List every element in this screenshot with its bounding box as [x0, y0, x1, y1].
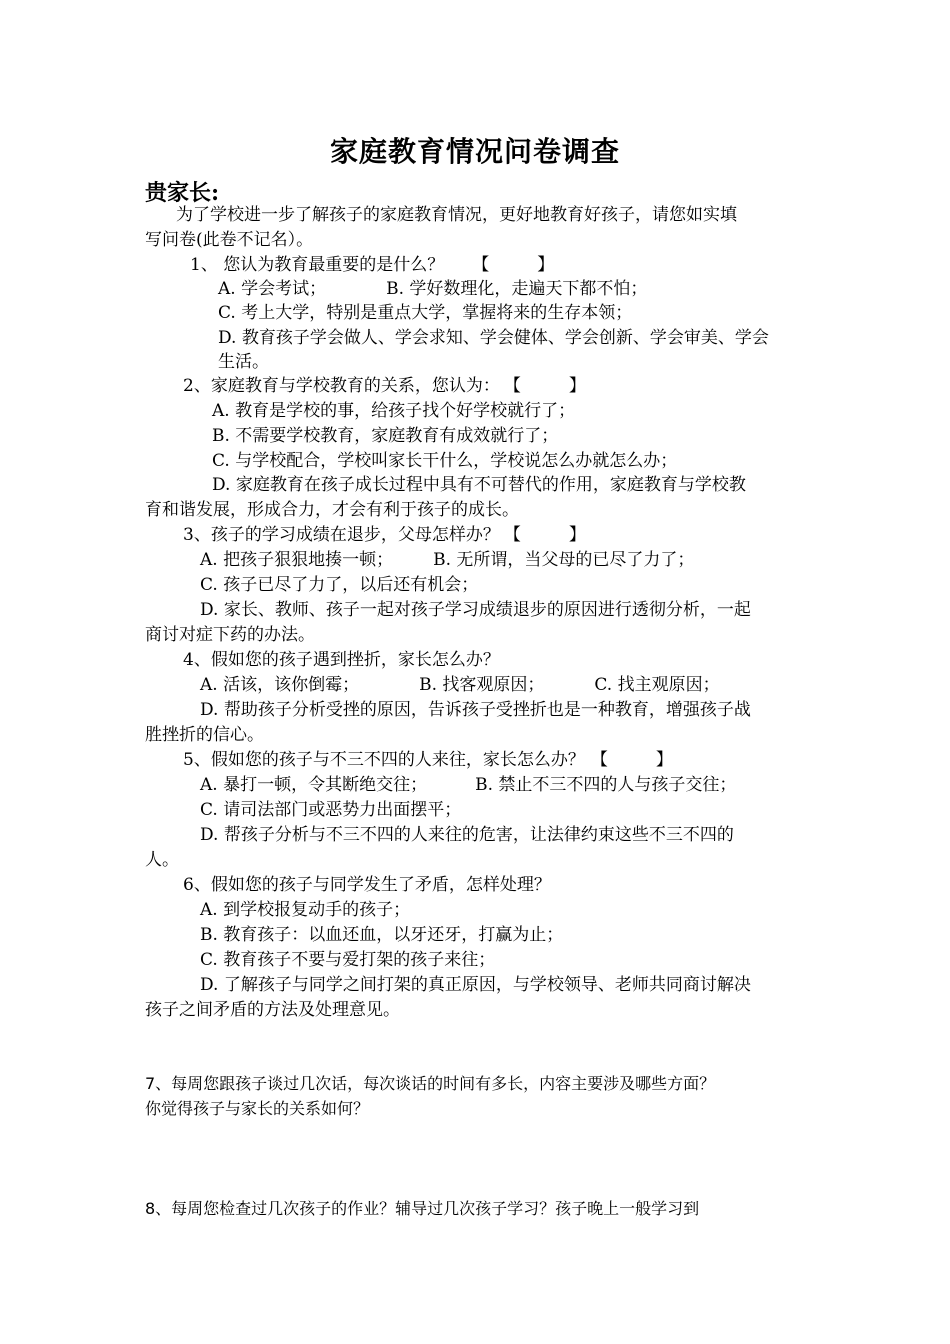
question-6-option-b: B. 教育孩子：以血还血，以牙还牙，打赢为止； [200, 925, 564, 945]
question-2 [183, 375, 586, 397]
question-6-option-d: D. 了解孩子与同学之间打架的真正原因，与学校领导、老师共同商讨解决 [200, 975, 751, 995]
question-7-line-1: 7、每周您跟孩子谈过几次话，每次谈话的时间有多长，内容主要涉及哪些方面？ [145, 1074, 716, 1093]
question-3-option-a: A. 把孩子狠狠地揍一顿； B. 无所谓，当父母的已尽了力了； [200, 550, 695, 570]
question-8-line-1: 8、每周您检查过几次孩子的作业？辅导过几次孩子学习？孩子晚上一般学习到 [145, 1199, 700, 1218]
question-3-option-d: D. 家长、教师、孩子一起对孩子学习成绩退步的原因进行透彻分析，一起 [200, 600, 751, 620]
question-4-option-d-cont: 胜挫折的信心。 [145, 725, 264, 745]
question-2-option-a: A. 教育是学校的事，给孩子找个好学校就行了； [212, 401, 576, 421]
question-2-option-d-cont: 育和谐发展，形成合力，才会有利于孩子的成长。 [145, 500, 519, 520]
question-5-stem: 5、假如您的孩子与不三不四的人来往，家长怎么办？ [183, 750, 585, 770]
question-5 [183, 749, 673, 771]
question-1-option-c: C. 考上大学，特别是重点大学，掌握将来的生存本领； [218, 303, 633, 323]
salutation: 贵家长: [145, 180, 220, 206]
answer-bracket: 【 】 [503, 376, 586, 396]
question-2-option-c: C. 与学校配合，学校叫家长干什么，学校说怎么办就怎么办； [212, 451, 678, 471]
question-1-option-a: A. 学会考试； B. 学好数理化，走遍天下都不怕； [218, 279, 648, 299]
question-6-stem: 6、假如您的孩子与同学发生了矛盾，怎样处理？ [183, 875, 551, 895]
question-6-option-a: A. 到学校报复动手的孩子； [200, 900, 411, 920]
question-2-option-d: D. 家庭教育在孩子成长过程中具有不可替代的作用，家庭教育与学校教 [212, 475, 746, 495]
question-2-option-b: B. 不需要学校教育，家庭教育有成效就行了； [212, 426, 559, 446]
question-5-option-d: D. 帮孩子分析与不三不四的人来往的危害，让法律约束这些不三不四的 [200, 825, 734, 845]
question-3-option-c: C. 孩子已尽了力了，以后还有机会； [200, 575, 479, 595]
answer-bracket: 【 】 [472, 255, 555, 275]
page-title: 家庭教育情况问卷调查 [329, 135, 620, 168]
question-1-stem: 1、 您认为教育最重要的是什么？ [190, 255, 445, 275]
intro-line-2: 写问卷(此卷不记名）。 [145, 230, 314, 250]
question-1-option-d-cont: 生活。 [218, 352, 269, 372]
question-3-option-b: B. 无所谓，当父母的已尽了力了； [433, 550, 695, 570]
question-4-stem: 4、假如您的孩子遇到挫折，家长怎么办？ [183, 650, 500, 670]
answer-bracket: 【 】 [503, 525, 586, 545]
question-5-option-b: B. 禁止不三不四的人与孩子交往； [475, 775, 737, 795]
question-5-option-d-cont: 人。 [145, 850, 179, 870]
answer-bracket: 【 】 [590, 750, 673, 770]
question-1-option-d: D. 教育孩子学会做人、学会求知、学会健体、学会创新、学会审美、学会 [218, 328, 769, 348]
question-4-option-d: D. 帮助孩子分析受挫的原因，告诉孩子受挫折也是一种教育，增强孩子战 [200, 700, 751, 720]
question-2-stem: 2、家庭教育与学校教育的关系，您认为： [183, 376, 500, 396]
question-1 [190, 254, 554, 276]
question-1-option-b: B. 学好数理化，走遍天下都不怕； [386, 279, 648, 299]
question-3-option-d-cont: 商讨对症下药的办法。 [145, 625, 315, 645]
question-3-stem: 3、孩子的学习成绩在退步，父母怎样办？ [183, 525, 500, 545]
question-4-option-a: A. 活该，该你倒霉； [200, 675, 360, 695]
question-6-option-c: C. 教育孩子不要与爱打架的孩子来往； [200, 950, 496, 970]
intro-line-1: 为了学校进一步了解孩子的家庭教育情况，更好地教育好孩子，请您如实填 [176, 205, 737, 225]
question-6-option-d-cont: 孩子之间矛盾的方法及处理意见。 [145, 1000, 400, 1020]
question-4-option-b: B. 找客观原因； [419, 675, 545, 695]
question-4-options [200, 674, 720, 696]
question-5-option-c: C. 请司法部门或恶势力出面摆平； [200, 800, 462, 820]
question-4-option-c: C. 找主观原因； [594, 675, 720, 695]
question-7-line-2: 你觉得孩子与家长的关系如何？ [145, 1099, 370, 1118]
question-3 [183, 524, 586, 546]
question-5-option-a: A. 暴打一顿，令其断绝交往； B. 禁止不三不四的人与孩子交往； [200, 775, 737, 795]
